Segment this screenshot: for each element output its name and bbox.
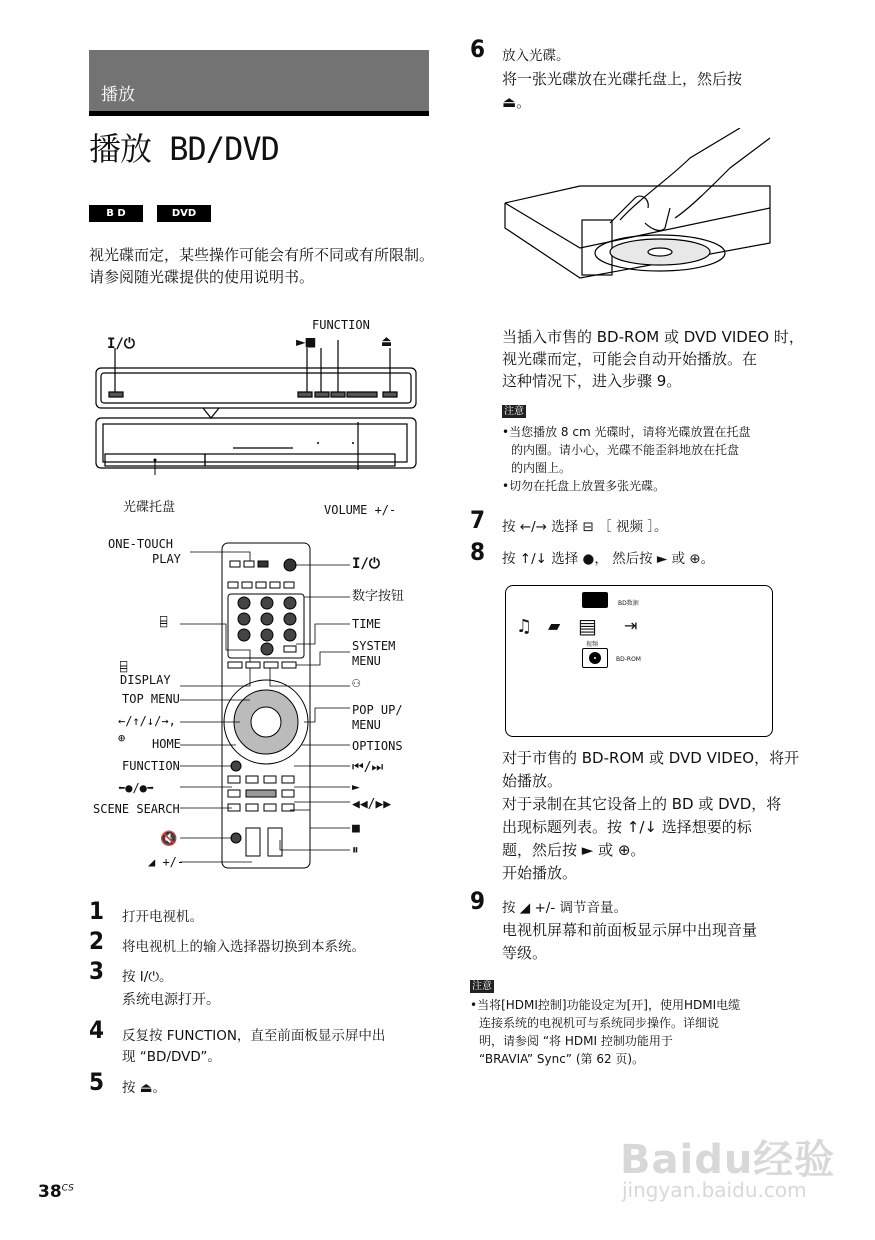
watermark-url: jingyan.baidu.com [622,1178,807,1202]
bd-badge: B D [89,205,143,222]
step-8-after: 对于市售的 BD-ROM 或 DVD VIDEO，将开 始播放。 对于录制在其它设备上的 BD 或 DVD，将 出现标题列表。按 ↑/↓ 选择想要的标 题，然后按 ► 或 ⊕。 开始播放。 [502,749,800,882]
step-6-number: 6 [470,35,486,63]
remote-home-label: HOME [152,737,181,751]
unit-tray-label: 光碟托盘 [123,500,176,515]
unit-play-stop-label: ►■ [296,332,316,351]
step-7-text: 按 ←/→ 选择 ⊟ ［ 视频 ］。 [502,519,668,535]
remote-time-label: TIME [352,617,381,631]
remote-top-menu-label: TOP MENU [122,692,180,706]
step-6-sub-2: ⏏。 [502,93,532,111]
step-3-text: 按 I/⏻。 [122,969,173,985]
step-5-text: 按 ⏏。 [122,1080,167,1096]
section-header [89,50,429,116]
disc-tile[interactable] [582,648,608,668]
disc-insert-illustration [500,128,775,293]
unit-volume-label: VOLUME +/- [324,503,397,517]
note-2-tag: 注意 [472,981,492,992]
page-number: $38^{CS}$ [38,1182,74,1202]
step-6-sub-1: 将一张光碟放在光碟托盘上，然后按 [502,70,743,88]
note-1-tag: 注意 [504,406,524,417]
remote-display-icon: ⌸ [120,660,128,674]
remote-play-icon: ► [352,780,360,795]
remote-play-label: PLAY [152,552,181,566]
note-2: •当将[HDMI控制]功能设定为[开]，使用HDMI电缆 连接系统的电视机可与系统同步操作。详细说 明，请参阅 “将 HDMI 控制功能用于 “BRAVIA” Sync” (第 62 页)。 [470,998,741,1066]
remote-function-label: FUNCTION [122,759,180,773]
remote-arrows-label: ←/↑/↓/→, [118,714,176,728]
remote-popup-menu-label: MENU [352,718,381,732]
step-7-number: 7 [470,506,486,534]
remote-display-label: DISPLAY [120,673,171,687]
step-1-text: 打开电视机。 [122,909,203,925]
step-1-number: 1 [89,897,105,925]
step-3-number: 3 [89,957,105,985]
step-8-number: 8 [470,538,486,566]
unit-function-label: FUNCTION [312,318,370,332]
remote-scan-label: ⬅●/●➡ [118,781,155,795]
remote-prev-next-label: ⏮/⏭ [352,760,384,775]
remote-rew-ff-label: ◀◀/▶▶ [352,797,392,812]
dvd-badge: DVD [157,205,211,222]
folder-label: BD数据 [618,600,639,607]
step-3-sub: 系统电源打开。 [122,992,220,1008]
step-6-text: 放入光碟。 [502,48,570,64]
remote-one-touch-label: ONE-TOUCH [108,537,174,551]
remote-options-label: OPTIONS [352,739,403,753]
unit-eject-label: ⏏ [382,332,392,350]
remote-angle-icon: ⚇ [352,675,361,691]
disc-label: BD-ROM [616,656,641,663]
remote-illustration [180,540,350,875]
step-9-sub: 电视机屏幕和前面板显示屏中出现音量 等级。 [502,921,758,962]
menu-screen [505,585,773,737]
watermark-logo: Baidu经验 [620,1137,836,1183]
step-2-text: 将电视机上的输入选择器切换到本系统。 [122,939,365,955]
remote-volume-label: ◢ +/- [148,855,185,869]
step-4-text: 反复按 FUNCTION，直至前面板显示屏中出 [122,1028,386,1044]
remote-enter-label: ⊕ [118,731,126,745]
remote-subtitle-icon: ⌸ [160,615,168,629]
music-icon: ♫ [516,616,533,637]
note-1: •当您播放 8 cm 光碟时，请将光碟放置在托盘 的内圈。请小心，光碟不能歪斜地放在托盘 的内圈上。 •切勿在托盘上放置多张光碟。 [502,425,751,493]
remote-popup-label: POP UP/ [352,703,403,717]
step-6-after: 当插入市售的 BD-ROM 或 DVD VIDEO 时， 视光碟而定，可能会自动开始播放。在 这种情况下，进入步骤 9。 [502,328,804,390]
unit-illustration [93,340,423,475]
input-icon: ⇥ [624,616,638,635]
remote-power-label: I/⏻ [352,556,380,572]
page-title: 播放 BD/DVD [89,130,279,168]
remote-stop-icon: ■ [352,821,360,836]
remote-system-menu-label: MENU [352,654,381,668]
step-4-number: 4 [89,1016,105,1044]
section-label: 播放 [101,85,135,105]
remote-scene-search-label: SCENE SEARCH [93,802,180,816]
step-5-number: 5 [89,1068,105,1096]
intro-text: 视光碟而定，某些操作可能会有所不同或有所限制。 请参阅随光碟提供的使用说明书。 [89,246,435,286]
step-2-number: 2 [89,927,105,955]
remote-pause-icon: ⏸ [352,843,359,858]
remote-number-label: 数字按钮 [352,589,405,604]
remote-mute-icon: 🔇 [160,831,178,847]
folder-icon [582,592,608,608]
step-9-number: 9 [470,887,486,915]
video-label: 视频 [586,641,599,648]
step-4-text-2: 现 “BD/DVD”。 [122,1049,221,1065]
video-icon: ▤ [578,614,597,638]
remote-system-label: SYSTEM [352,639,396,653]
unit-power-label: I/⏻ [107,336,135,352]
photo-icon: ▰ [548,616,561,635]
step-9-text: 按 ◢ +/- 调节音量。 [502,900,627,916]
step-8-text: 按 ↑/↓ 选择 ●， 然后按 ► 或 ⊕。 [502,551,715,567]
